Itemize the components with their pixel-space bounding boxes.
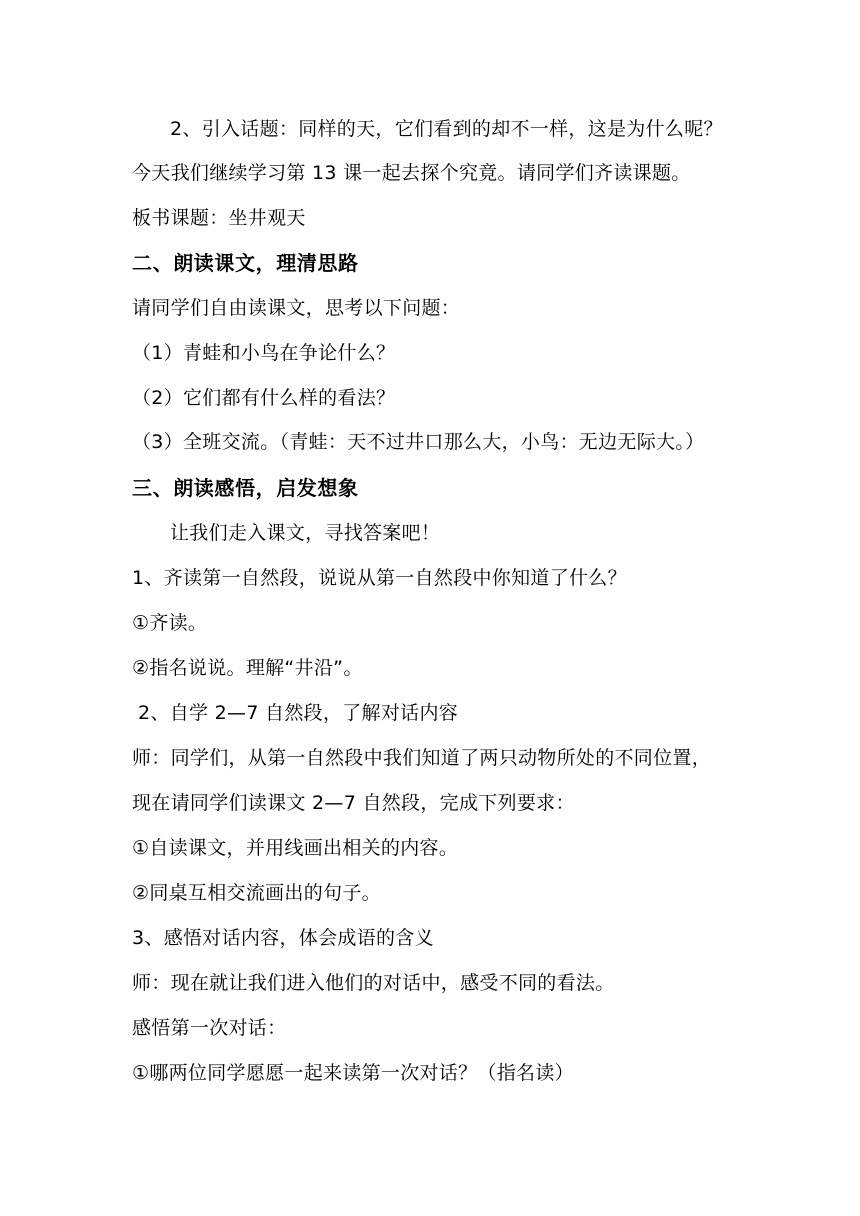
step-item-1: 1、齐读第一自然段，说说从第一自然段中你知道了什么？ (132, 567, 627, 589)
paragraph-board-title: 板书课题：坐井观天 (132, 207, 306, 229)
question-item-1: （1）青蛙和小鸟在争论什么？ (132, 342, 396, 364)
section-heading-3: 三、朗读感悟，启发想象 (132, 476, 359, 500)
sub-item-self-read: ①自读课文，并用线画出相关的内容。 (132, 837, 459, 859)
paragraph-teacher-2: 师：现在就让我们进入他们的对话中，感受不同的看法。 (132, 972, 615, 994)
step-item-2: 2、自学 2—7 自然段，了解对话内容 (138, 702, 459, 724)
paragraph-topic-intro-cont: 今天我们继续学习第 13 课一起去探个究竟。请同学们齐读课题。 (132, 162, 691, 184)
paragraph-topic-intro: 2、引入话题：同样的天，它们看到的却不一样，这是为什么呢？ (170, 118, 723, 140)
sub-item-who-reads: ①哪两位同学愿愿一起来读第一次对话？（指名读） (132, 1062, 574, 1084)
paragraph-free-reading: 请同学们自由读课文，思考以下问题： (132, 297, 461, 319)
paragraph-enter-text: 让我们走入课文，寻找答案吧！ (170, 522, 441, 544)
question-item-2: （2）它们都有什么样的看法？ (132, 387, 396, 409)
question-item-3: （3）全班交流。（青蛙：天不过井口那么大，小鸟：无边无际大。） (132, 431, 705, 453)
step-item-3: 3、感悟对话内容，体会成语的含义 (132, 927, 434, 949)
section-heading-2: 二、朗读课文，理清思路 (132, 251, 359, 275)
paragraph-teacher-1-cont: 现在请同学们读课文 2—7 自然段，完成下列要求： (132, 792, 575, 814)
sub-item-exchange: ②同桌互相交流画出的句子。 (132, 882, 381, 904)
paragraph-first-dialogue: 感悟第一次对话： (132, 1017, 287, 1039)
paragraph-teacher-1: 师：同学们，从第一自然段中我们知道了两只动物所处的不同位置， (132, 747, 712, 769)
sub-item-explain-well: ②指名说说。理解“井沿”。 (132, 657, 363, 679)
sub-item-read-aloud: ①齐读。 (132, 612, 208, 634)
